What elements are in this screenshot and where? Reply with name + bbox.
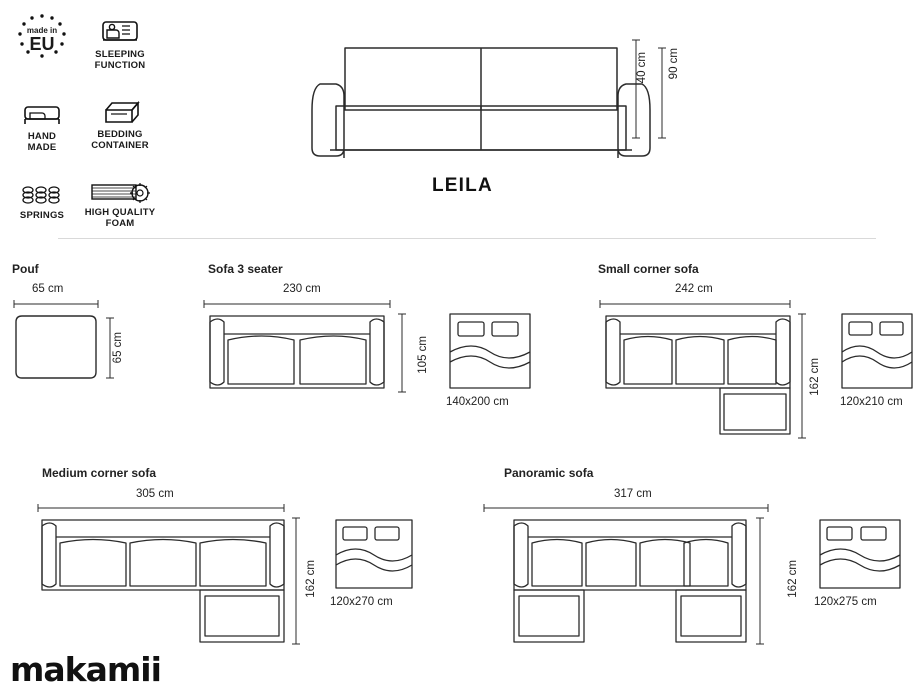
badge-made-in-eu-line2: EU: [29, 34, 55, 54]
badge-hand-made: [10, 100, 74, 153]
brand-name: makamii: [10, 650, 161, 689]
small-corner-bed-drawing: [840, 312, 914, 390]
panoramic-depth-label: 162 cm: [787, 560, 799, 598]
medium-corner-bed-drawing: [334, 518, 414, 590]
sofa-3-seater-bed-drawing: [448, 312, 532, 390]
brand-logo: [10, 650, 161, 689]
pouf-width-label: 65 cm: [32, 283, 64, 295]
bedding-container-icon: [100, 96, 140, 128]
badge-hand-made-line2: MADE: [27, 141, 57, 153]
variant-title-pouf: Pouf: [12, 262, 39, 276]
small-corner-depth-label: 162 cm: [809, 358, 821, 396]
foam-icon: [89, 180, 151, 206]
panoramic-bed-label: 120x275 cm: [814, 596, 877, 608]
variant-title-medium-corner-sofa: Medium corner sofa: [42, 466, 157, 480]
panoramic-sofa-drawing: [480, 504, 780, 656]
hand-made-icon: [20, 100, 64, 130]
springs-icon: [19, 182, 65, 208]
small-corner-bed-label: 120x210 cm: [840, 396, 903, 408]
badge-hand-made-line1: HAND: [27, 131, 57, 142]
variant-title-small-corner-sofa: Small corner sofa: [598, 262, 699, 276]
hero-seat-height-label: 40 cm: [636, 52, 648, 84]
variant-title-sofa-3-seater: Sofa 3 seater: [208, 262, 283, 276]
badge-bedding-container-line1: BEDDING: [97, 129, 143, 140]
badge-springs: [10, 182, 74, 222]
badge-high-quality-foam-line1: HIGH QUALITY: [84, 207, 156, 218]
section-divider: [58, 238, 876, 239]
medium-corner-bed-label: 120x270 cm: [330, 596, 393, 608]
sofa-3-seater-drawing: [200, 300, 430, 410]
badge-sleeping-function: [84, 14, 156, 71]
small-corner-width-label: 242 cm: [675, 283, 713, 295]
panoramic-bed-drawing: [818, 518, 902, 590]
badge-bedding-container: [84, 96, 156, 151]
variant-title-panoramic-sofa: Panoramic sofa: [504, 466, 594, 480]
badge-high-quality-foam-line2: FOAM: [105, 217, 135, 229]
sofa3-depth-label: 105 cm: [417, 336, 429, 374]
badge-high-quality-foam: [76, 180, 164, 229]
badge-sleeping-function-line2: FUNCTION: [94, 59, 146, 71]
sofa3-width-label: 230 cm: [283, 283, 321, 295]
sleeping-function-icon: [100, 14, 140, 48]
badge-springs-line1: SPRINGS: [19, 210, 65, 221]
model-name: LEILA: [432, 175, 493, 196]
hero-total-height-label: 90 cm: [668, 48, 680, 80]
badge-sleeping-function-line1: SLEEPING: [95, 49, 145, 60]
feature-badges: [6, 8, 156, 230]
medium-corner-depth-label: 162 cm: [305, 560, 317, 598]
pouf-depth-label: 65 cm: [112, 332, 124, 364]
badge-made-in-eu-line1: made in: [26, 26, 58, 35]
medium-corner-sofa-drawing: [34, 504, 309, 656]
medium-corner-width-label: 305 cm: [136, 488, 174, 500]
hero-dimensions: [630, 32, 670, 152]
panoramic-width-label: 317 cm: [614, 488, 652, 500]
badge-bedding-container-line2: CONTAINER: [91, 139, 149, 151]
small-corner-sofa-drawing: [596, 300, 811, 450]
sofa3-bed-label: 140x200 cm: [446, 396, 509, 408]
badge-made-in-eu: [10, 12, 74, 64]
